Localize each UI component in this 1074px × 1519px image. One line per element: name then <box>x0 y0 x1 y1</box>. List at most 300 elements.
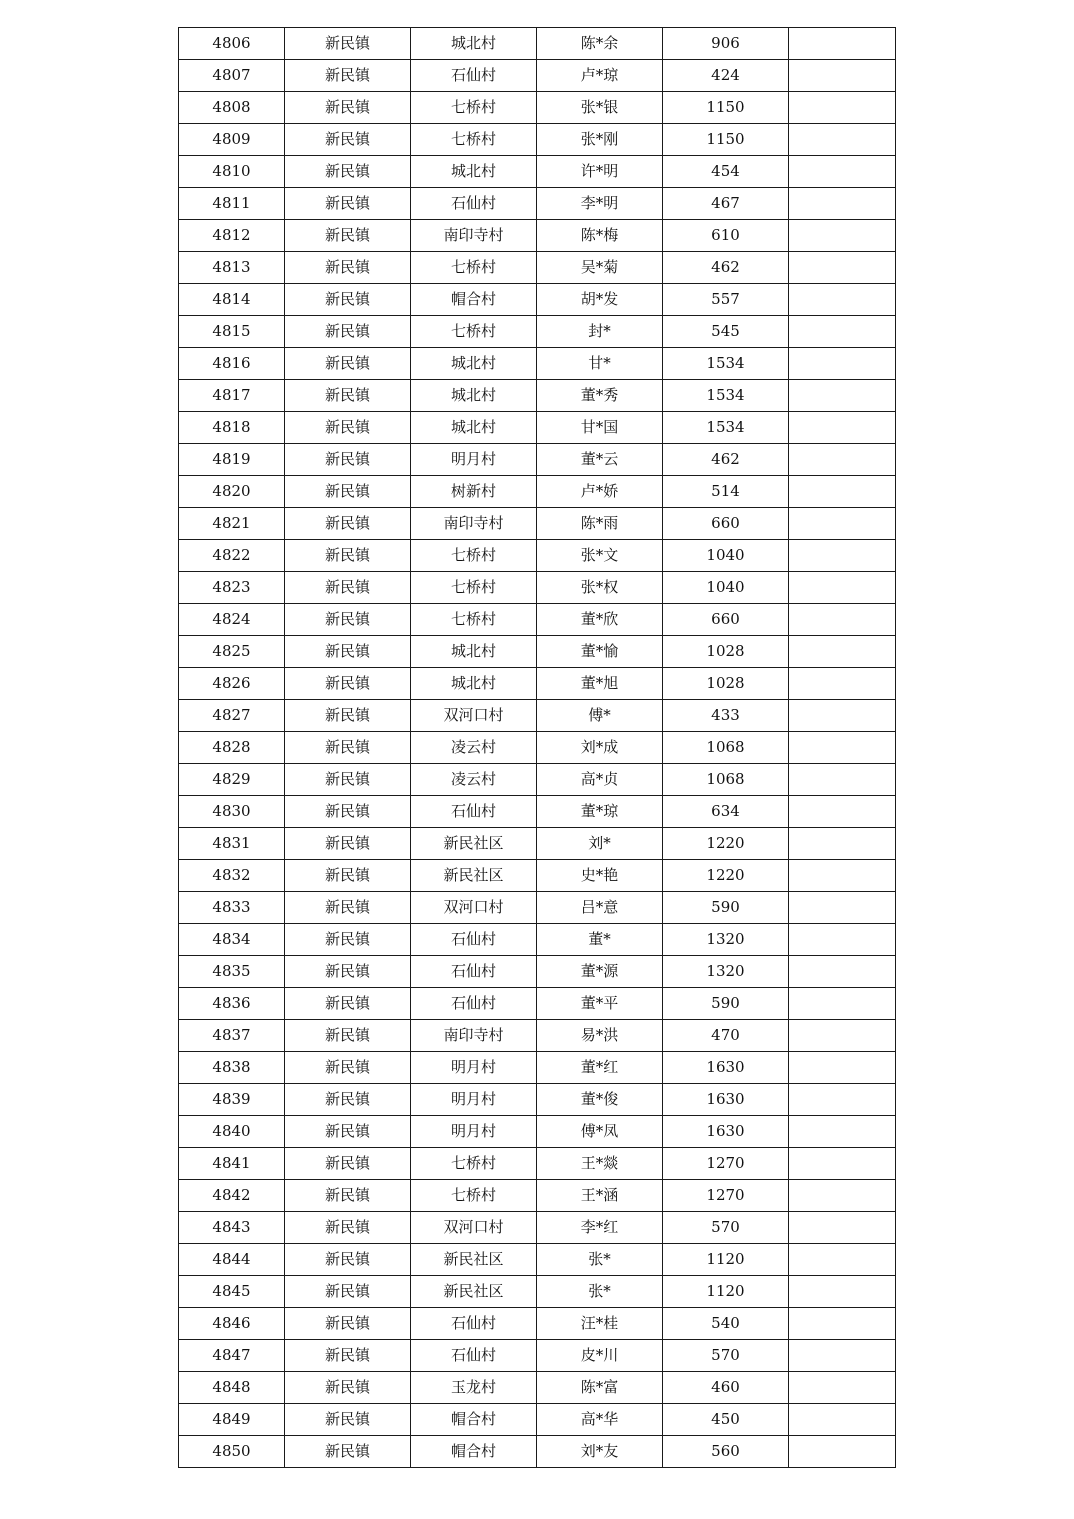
note-cell <box>789 732 896 764</box>
note-cell <box>789 1020 896 1052</box>
note-cell <box>789 924 896 956</box>
table-row <box>179 1244 896 1276</box>
town-cell: 新民镇 <box>285 604 411 636</box>
seq-cell: 4826 <box>179 668 285 700</box>
seq-cell: 4842 <box>179 1180 285 1212</box>
table-row <box>179 60 896 92</box>
note-cell <box>789 284 896 316</box>
town-cell: 新民镇 <box>285 28 411 60</box>
seq-cell: 4821 <box>179 508 285 540</box>
name-cell: 王*涵 <box>537 1180 663 1212</box>
name-cell: 汪*桂 <box>537 1308 663 1340</box>
note-cell <box>789 572 896 604</box>
amount-cell: 540 <box>663 1308 789 1340</box>
amount-cell: 1320 <box>663 924 789 956</box>
name-cell: 陈*富 <box>537 1372 663 1404</box>
name-cell: 刘*成 <box>537 732 663 764</box>
table-row <box>179 220 896 252</box>
village-cell: 凌云村 <box>411 764 537 796</box>
note-cell <box>789 380 896 412</box>
table-row <box>179 732 896 764</box>
name-cell: 傅*凤 <box>537 1116 663 1148</box>
name-cell: 李*红 <box>537 1212 663 1244</box>
note-cell <box>789 796 896 828</box>
village-cell: 七桥村 <box>411 1148 537 1180</box>
amount-cell: 1534 <box>663 380 789 412</box>
town-cell: 新民镇 <box>285 764 411 796</box>
table-row <box>179 1212 896 1244</box>
table-row <box>179 668 896 700</box>
name-cell: 易*洪 <box>537 1020 663 1052</box>
name-cell: 卢*娇 <box>537 476 663 508</box>
table-row <box>179 828 896 860</box>
table-row <box>179 1436 896 1468</box>
seq-cell: 4828 <box>179 732 285 764</box>
note-cell <box>789 1404 896 1436</box>
amount-cell: 634 <box>663 796 789 828</box>
seq-cell: 4825 <box>179 636 285 668</box>
village-cell: 明月村 <box>411 1116 537 1148</box>
amount-cell: 590 <box>663 988 789 1020</box>
town-cell: 新民镇 <box>285 988 411 1020</box>
village-cell: 石仙村 <box>411 1340 537 1372</box>
town-cell: 新民镇 <box>285 348 411 380</box>
note-cell <box>789 1148 896 1180</box>
town-cell: 新民镇 <box>285 924 411 956</box>
name-cell: 许*明 <box>537 156 663 188</box>
seq-cell: 4811 <box>179 188 285 220</box>
table-row <box>179 540 896 572</box>
town-cell: 新民镇 <box>285 444 411 476</box>
table-row <box>179 476 896 508</box>
name-cell: 吴*菊 <box>537 252 663 284</box>
note-cell <box>789 412 896 444</box>
town-cell: 新民镇 <box>285 284 411 316</box>
seq-cell: 4837 <box>179 1020 285 1052</box>
village-cell: 石仙村 <box>411 188 537 220</box>
village-cell: 七桥村 <box>411 252 537 284</box>
name-cell: 高*贞 <box>537 764 663 796</box>
village-cell: 七桥村 <box>411 540 537 572</box>
seq-cell: 4823 <box>179 572 285 604</box>
table-row <box>179 380 896 412</box>
table-row <box>179 348 896 380</box>
name-cell: 张*文 <box>537 540 663 572</box>
seq-cell: 4817 <box>179 380 285 412</box>
seq-cell: 4850 <box>179 1436 285 1468</box>
town-cell: 新民镇 <box>285 1084 411 1116</box>
name-cell: 王*燚 <box>537 1148 663 1180</box>
name-cell: 张*刚 <box>537 124 663 156</box>
town-cell: 新民镇 <box>285 1340 411 1372</box>
village-cell: 南印寺村 <box>411 508 537 540</box>
note-cell <box>789 764 896 796</box>
seq-cell: 4841 <box>179 1148 285 1180</box>
seq-cell: 4844 <box>179 1244 285 1276</box>
name-cell: 李*明 <box>537 188 663 220</box>
amount-cell: 460 <box>663 1372 789 1404</box>
name-cell: 董* <box>537 924 663 956</box>
amount-cell: 433 <box>663 700 789 732</box>
town-cell: 新民镇 <box>285 1244 411 1276</box>
village-cell: 七桥村 <box>411 316 537 348</box>
amount-cell: 462 <box>663 252 789 284</box>
name-cell: 董*旭 <box>537 668 663 700</box>
town-cell: 新民镇 <box>285 1052 411 1084</box>
name-cell: 甘* <box>537 348 663 380</box>
seq-cell: 4827 <box>179 700 285 732</box>
name-cell: 史*艳 <box>537 860 663 892</box>
town-cell: 新民镇 <box>285 700 411 732</box>
town-cell: 新民镇 <box>285 668 411 700</box>
name-cell: 高*华 <box>537 1404 663 1436</box>
note-cell <box>789 1308 896 1340</box>
seq-cell: 4847 <box>179 1340 285 1372</box>
name-cell: 张* <box>537 1276 663 1308</box>
name-cell: 董*红 <box>537 1052 663 1084</box>
table-row <box>179 444 896 476</box>
note-cell <box>789 1084 896 1116</box>
village-cell: 城北村 <box>411 348 537 380</box>
amount-cell: 590 <box>663 892 789 924</box>
seq-cell: 4832 <box>179 860 285 892</box>
amount-cell: 906 <box>663 28 789 60</box>
name-cell: 吕*意 <box>537 892 663 924</box>
village-cell: 石仙村 <box>411 924 537 956</box>
amount-cell: 1028 <box>663 636 789 668</box>
village-cell: 石仙村 <box>411 956 537 988</box>
town-cell: 新民镇 <box>285 476 411 508</box>
name-cell: 刘* <box>537 828 663 860</box>
amount-cell: 514 <box>663 476 789 508</box>
seq-cell: 4833 <box>179 892 285 924</box>
note-cell <box>789 28 896 60</box>
town-cell: 新民镇 <box>285 1116 411 1148</box>
seq-cell: 4843 <box>179 1212 285 1244</box>
name-cell: 董*平 <box>537 988 663 1020</box>
village-cell: 明月村 <box>411 444 537 476</box>
note-cell <box>789 540 896 572</box>
table-row <box>179 860 896 892</box>
village-cell: 明月村 <box>411 1052 537 1084</box>
name-cell: 胡*发 <box>537 284 663 316</box>
seq-cell: 4814 <box>179 284 285 316</box>
name-cell: 董*俊 <box>537 1084 663 1116</box>
village-cell: 凌云村 <box>411 732 537 764</box>
amount-cell: 462 <box>663 444 789 476</box>
village-cell: 玉龙村 <box>411 1372 537 1404</box>
village-cell: 城北村 <box>411 636 537 668</box>
note-cell <box>789 92 896 124</box>
seq-cell: 4838 <box>179 1052 285 1084</box>
seq-cell: 4809 <box>179 124 285 156</box>
village-cell: 新民社区 <box>411 828 537 860</box>
amount-cell: 1040 <box>663 572 789 604</box>
table-row <box>179 604 896 636</box>
name-cell: 甘*国 <box>537 412 663 444</box>
table-row <box>179 124 896 156</box>
village-cell: 帽合村 <box>411 1404 537 1436</box>
town-cell: 新民镇 <box>285 732 411 764</box>
table-row <box>179 1340 896 1372</box>
note-cell <box>789 860 896 892</box>
note-cell <box>789 348 896 380</box>
village-cell: 七桥村 <box>411 124 537 156</box>
note-cell <box>789 188 896 220</box>
table-row <box>179 156 896 188</box>
table-row <box>179 796 896 828</box>
town-cell: 新民镇 <box>285 124 411 156</box>
seq-cell: 4813 <box>179 252 285 284</box>
town-cell: 新民镇 <box>285 860 411 892</box>
note-cell <box>789 156 896 188</box>
note-cell <box>789 668 896 700</box>
table-row <box>179 1084 896 1116</box>
village-cell: 城北村 <box>411 668 537 700</box>
amount-cell: 545 <box>663 316 789 348</box>
town-cell: 新民镇 <box>285 412 411 444</box>
amount-cell: 1320 <box>663 956 789 988</box>
note-cell <box>789 1212 896 1244</box>
town-cell: 新民镇 <box>285 892 411 924</box>
table-row <box>179 1052 896 1084</box>
amount-cell: 660 <box>663 508 789 540</box>
amount-cell: 1630 <box>663 1084 789 1116</box>
village-cell: 七桥村 <box>411 572 537 604</box>
seq-cell: 4845 <box>179 1276 285 1308</box>
table-row <box>179 892 896 924</box>
seq-cell: 4829 <box>179 764 285 796</box>
village-cell: 石仙村 <box>411 60 537 92</box>
village-cell: 石仙村 <box>411 796 537 828</box>
note-cell <box>789 1436 896 1468</box>
roster-table <box>178 27 896 1468</box>
table-row <box>179 1180 896 1212</box>
note-cell <box>789 1244 896 1276</box>
table-row <box>179 1404 896 1436</box>
note-cell <box>789 1340 896 1372</box>
village-cell: 帽合村 <box>411 1436 537 1468</box>
town-cell: 新民镇 <box>285 572 411 604</box>
town-cell: 新民镇 <box>285 796 411 828</box>
table-row <box>179 284 896 316</box>
seq-cell: 4839 <box>179 1084 285 1116</box>
table-row <box>179 924 896 956</box>
note-cell <box>789 1052 896 1084</box>
town-cell: 新民镇 <box>285 828 411 860</box>
town-cell: 新民镇 <box>285 1212 411 1244</box>
seq-cell: 4840 <box>179 1116 285 1148</box>
amount-cell: 424 <box>663 60 789 92</box>
note-cell <box>789 508 896 540</box>
village-cell: 城北村 <box>411 156 537 188</box>
name-cell: 张*银 <box>537 92 663 124</box>
amount-cell: 557 <box>663 284 789 316</box>
village-cell: 七桥村 <box>411 92 537 124</box>
amount-cell: 1068 <box>663 732 789 764</box>
name-cell: 刘*友 <box>537 1436 663 1468</box>
name-cell: 董*愉 <box>537 636 663 668</box>
seq-cell: 4810 <box>179 156 285 188</box>
name-cell: 傅* <box>537 700 663 732</box>
amount-cell: 1068 <box>663 764 789 796</box>
table-row <box>179 508 896 540</box>
seq-cell: 4822 <box>179 540 285 572</box>
village-cell: 帽合村 <box>411 284 537 316</box>
amount-cell: 1270 <box>663 1180 789 1212</box>
amount-cell: 1270 <box>663 1148 789 1180</box>
village-cell: 城北村 <box>411 412 537 444</box>
town-cell: 新民镇 <box>285 540 411 572</box>
note-cell <box>789 252 896 284</box>
amount-cell: 1220 <box>663 828 789 860</box>
town-cell: 新民镇 <box>285 380 411 412</box>
seq-cell: 4815 <box>179 316 285 348</box>
village-cell: 城北村 <box>411 380 537 412</box>
town-cell: 新民镇 <box>285 636 411 668</box>
table-row <box>179 92 896 124</box>
town-cell: 新民镇 <box>285 1436 411 1468</box>
note-cell <box>789 636 896 668</box>
table-row <box>179 572 896 604</box>
name-cell: 陈*梅 <box>537 220 663 252</box>
amount-cell: 1150 <box>663 124 789 156</box>
amount-cell: 450 <box>663 1404 789 1436</box>
amount-cell: 1220 <box>663 860 789 892</box>
town-cell: 新民镇 <box>285 156 411 188</box>
note-cell <box>789 1116 896 1148</box>
table-row <box>179 28 896 60</box>
note-cell <box>789 988 896 1020</box>
name-cell: 董*云 <box>537 444 663 476</box>
note-cell <box>789 956 896 988</box>
amount-cell: 660 <box>663 604 789 636</box>
seq-cell: 4816 <box>179 348 285 380</box>
seq-cell: 4820 <box>179 476 285 508</box>
table-row <box>179 1372 896 1404</box>
amount-cell: 610 <box>663 220 789 252</box>
village-cell: 南印寺村 <box>411 1020 537 1052</box>
name-cell: 张* <box>537 1244 663 1276</box>
amount-cell: 470 <box>663 1020 789 1052</box>
amount-cell: 1120 <box>663 1276 789 1308</box>
seq-cell: 4818 <box>179 412 285 444</box>
seq-cell: 4846 <box>179 1308 285 1340</box>
name-cell: 皮*川 <box>537 1340 663 1372</box>
seq-cell: 4812 <box>179 220 285 252</box>
amount-cell: 1534 <box>663 412 789 444</box>
note-cell <box>789 828 896 860</box>
note-cell <box>789 700 896 732</box>
name-cell: 董*秀 <box>537 380 663 412</box>
seq-cell: 4831 <box>179 828 285 860</box>
town-cell: 新民镇 <box>285 220 411 252</box>
seq-cell: 4806 <box>179 28 285 60</box>
village-cell: 明月村 <box>411 1084 537 1116</box>
name-cell: 陈*余 <box>537 28 663 60</box>
town-cell: 新民镇 <box>285 956 411 988</box>
town-cell: 新民镇 <box>285 1276 411 1308</box>
town-cell: 新民镇 <box>285 1308 411 1340</box>
amount-cell: 1150 <box>663 92 789 124</box>
village-cell: 双河口村 <box>411 892 537 924</box>
amount-cell: 1630 <box>663 1052 789 1084</box>
town-cell: 新民镇 <box>285 508 411 540</box>
village-cell: 城北村 <box>411 28 537 60</box>
table-row <box>179 1020 896 1052</box>
town-cell: 新民镇 <box>285 60 411 92</box>
name-cell: 张*权 <box>537 572 663 604</box>
table-row <box>179 1148 896 1180</box>
note-cell <box>789 60 896 92</box>
table-row <box>179 188 896 220</box>
village-cell: 新民社区 <box>411 1276 537 1308</box>
town-cell: 新民镇 <box>285 252 411 284</box>
amount-cell: 454 <box>663 156 789 188</box>
table-row <box>179 316 896 348</box>
amount-cell: 1040 <box>663 540 789 572</box>
village-cell: 双河口村 <box>411 700 537 732</box>
table-row <box>179 956 896 988</box>
seq-cell: 4834 <box>179 924 285 956</box>
note-cell <box>789 604 896 636</box>
table-row <box>179 700 896 732</box>
town-cell: 新民镇 <box>285 188 411 220</box>
table-row <box>179 412 896 444</box>
seq-cell: 4830 <box>179 796 285 828</box>
village-cell: 七桥村 <box>411 1180 537 1212</box>
village-cell: 南印寺村 <box>411 220 537 252</box>
town-cell: 新民镇 <box>285 1372 411 1404</box>
name-cell: 董*琼 <box>537 796 663 828</box>
note-cell <box>789 892 896 924</box>
village-cell: 新民社区 <box>411 860 537 892</box>
seq-cell: 4807 <box>179 60 285 92</box>
seq-cell: 4848 <box>179 1372 285 1404</box>
note-cell <box>789 316 896 348</box>
seq-cell: 4808 <box>179 92 285 124</box>
amount-cell: 1028 <box>663 668 789 700</box>
table-row <box>179 1276 896 1308</box>
table-row <box>179 988 896 1020</box>
roster-table-body <box>179 28 896 1468</box>
seq-cell: 4849 <box>179 1404 285 1436</box>
village-cell: 七桥村 <box>411 604 537 636</box>
amount-cell: 467 <box>663 188 789 220</box>
amount-cell: 1630 <box>663 1116 789 1148</box>
town-cell: 新民镇 <box>285 1404 411 1436</box>
name-cell: 陈*雨 <box>537 508 663 540</box>
note-cell <box>789 124 896 156</box>
name-cell: 董*源 <box>537 956 663 988</box>
note-cell <box>789 1276 896 1308</box>
town-cell: 新民镇 <box>285 92 411 124</box>
note-cell <box>789 1180 896 1212</box>
name-cell: 董*欣 <box>537 604 663 636</box>
village-cell: 石仙村 <box>411 988 537 1020</box>
village-cell: 新民社区 <box>411 1244 537 1276</box>
name-cell: 卢*琼 <box>537 60 663 92</box>
name-cell: 封* <box>537 316 663 348</box>
note-cell <box>789 220 896 252</box>
amount-cell: 1120 <box>663 1244 789 1276</box>
table-row <box>179 764 896 796</box>
town-cell: 新民镇 <box>285 316 411 348</box>
amount-cell: 1534 <box>663 348 789 380</box>
amount-cell: 570 <box>663 1340 789 1372</box>
village-cell: 树新村 <box>411 476 537 508</box>
town-cell: 新民镇 <box>285 1180 411 1212</box>
